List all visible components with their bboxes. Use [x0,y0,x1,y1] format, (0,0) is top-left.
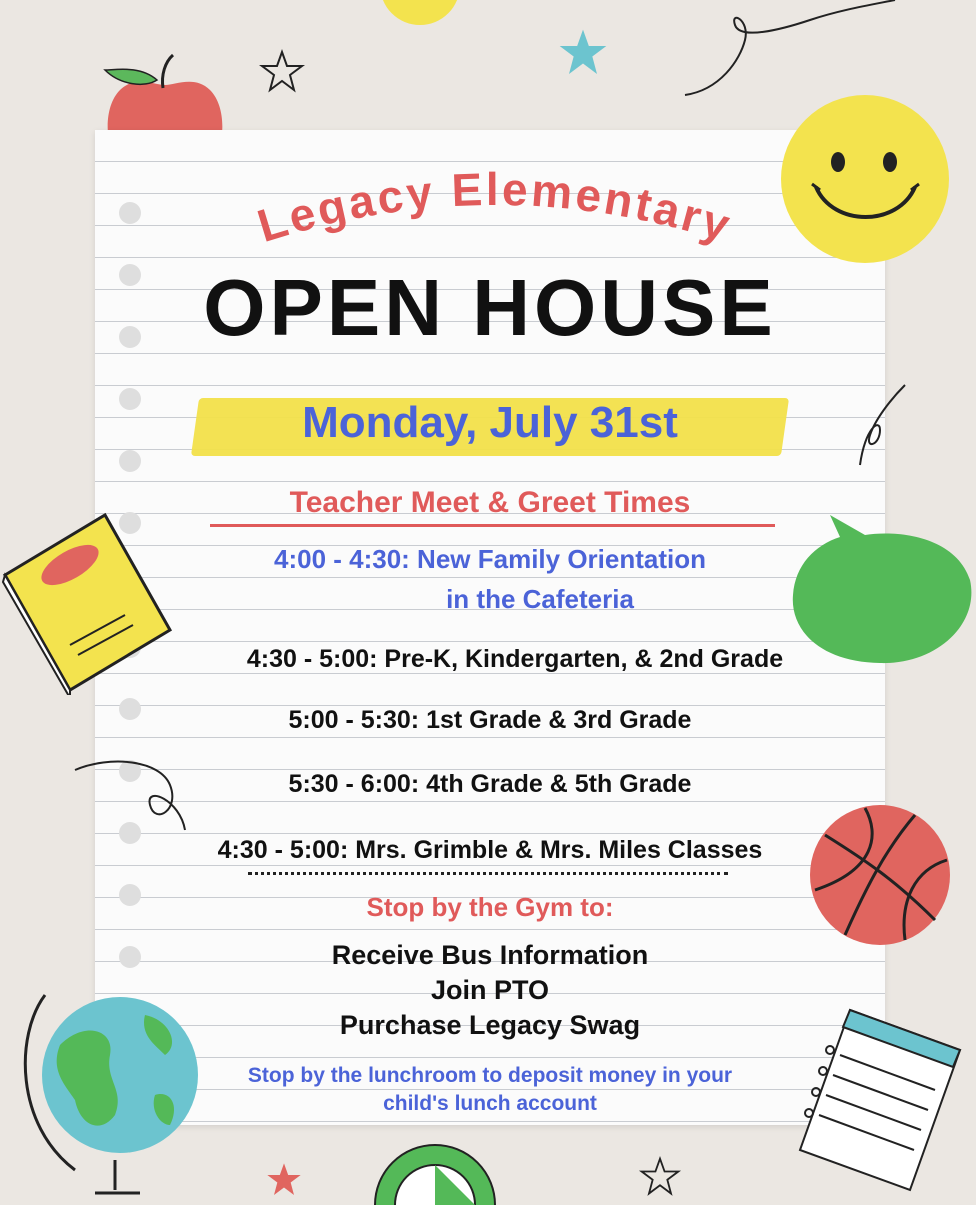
gym-item: Purchase Legacy Swag [339,1010,641,1040]
svg-text:Legacy Elementary [252,163,739,252]
orientation-line-2: in the Cafeteria [446,584,634,614]
event-date: Monday, July 31st [302,398,678,447]
star-outline-icon [258,48,306,96]
speech-bubble-icon [785,505,976,670]
meet-greet-title: Teacher Meet & Greet Times [289,486,691,519]
schedule-item: 5:30 - 6:00: 4th Grade & 5th Grade [288,770,692,798]
gym-item: Receive Bus Information [331,940,649,970]
gym-title: Stop by the Gym to: [366,892,614,922]
paper-hole [119,202,141,224]
globe-icon [15,975,215,1200]
schedule-item: 5:00 - 5:30: 1st Grade & 3rd Grade [288,706,692,734]
title-underline [210,524,775,527]
lunchroom-line-2: child's lunch account [383,1092,597,1115]
sun-partial-icon [380,0,460,25]
star-red-icon [262,1160,306,1200]
basketball-icon [805,800,955,950]
school-name: Legacy Elementary [251,162,739,252]
book-icon [0,510,175,695]
green-circle-icon [370,1135,500,1205]
orientation-line-1: 4:00 - 4:30: New Family Orientation [273,544,706,574]
event-title: OPEN HOUSE [203,263,777,352]
schedule-item: 4:30 - 5:00: Pre-K, Kindergarten, & 2nd Grade [246,645,784,673]
star-teal-icon [555,25,611,81]
squiggle-icon [855,380,915,470]
lunchroom-line-1: Stop by the lunchroom to deposit money in your [247,1064,733,1087]
dotted-divider [248,872,728,875]
school-name-arc [175,160,815,270]
gym-item: Join PTO [430,975,550,1005]
paper-hole [119,450,141,472]
squiggle-icon [70,755,190,835]
notepad-icon [795,1005,965,1195]
star-outline-icon [638,1155,682,1199]
schedule-item: 4:30 - 5:00: Mrs. Grimble & Mrs. Miles Classes [217,836,763,864]
